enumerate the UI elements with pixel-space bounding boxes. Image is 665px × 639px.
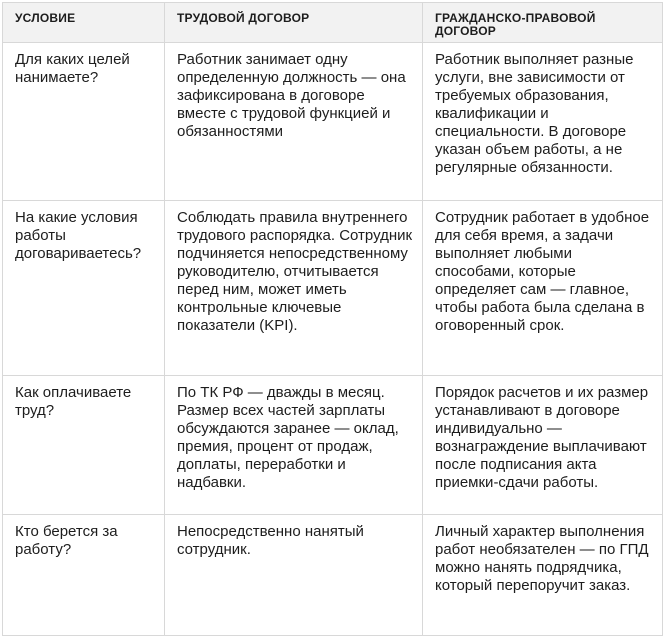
row-condition: На какие условия работы договариваетесь? — [3, 201, 165, 376]
header-labor-contract: ТРУДОВОЙ ДОГОВОР — [165, 3, 423, 43]
table-body — [3, 43, 663, 636]
header-row — [3, 3, 663, 43]
row-condition: Для каких целей нанимаете? — [3, 43, 165, 201]
row-condition: Кто берется за работу? — [3, 515, 165, 636]
row-labor-cell: Работник занимает одну определенную должность — она зафиксирована в договоре вместе с трудовой функцией и обязанностями — [165, 43, 423, 201]
table-header — [3, 3, 663, 43]
header-condition: УСЛОВИЕ — [3, 3, 165, 43]
row-labor-cell: Соблюдать правила внутреннего трудового распорядка. Сотрудник подчиняется непосредственному руководителю, отчитывается перед ним, может иметь контрольные ключевые показатели (KPI). — [165, 201, 423, 376]
row-civil-cell: Личный характер выполнения работ необязателен — по ГПД можно нанять подрядчика, который перепоручит заказ. — [423, 515, 663, 636]
row-civil-cell: Порядок расчетов и их размер устанавливают в договоре индивидуально — вознаграждение выплачивают после подписания акта приемки-сдачи работы. — [423, 376, 663, 515]
table-row — [3, 43, 663, 201]
row-labor-cell: По ТК РФ — дважды в месяц. Размер всех частей зарплаты обсуждаются заранее — оклад, премия, процент от продаж, доплаты, переработки и надбавки. — [165, 376, 423, 515]
table-row — [3, 376, 663, 515]
table-row — [3, 515, 663, 636]
row-labor-cell: Непосредственно нанятый сотрудник. — [165, 515, 423, 636]
comparison-table — [2, 2, 663, 636]
row-condition: Как оплачиваете труд? — [3, 376, 165, 515]
row-civil-cell: Работник выполняет разные услуги, вне зависимости от требуемых образования, квалификации и специальности. В договоре указан объем работы, а не регулярные обязанности. — [423, 43, 663, 201]
row-civil-cell: Сотрудник работает в удобное для себя время, а задачи выполняет любыми способами, которые определяет сам — главное, чтобы работа была сделана в оговоренный срок. — [423, 201, 663, 376]
table-row — [3, 201, 663, 376]
header-civil-contract: ГРАЖДАНСКО-ПРАВОВОЙ ДОГОВОР — [423, 3, 663, 43]
